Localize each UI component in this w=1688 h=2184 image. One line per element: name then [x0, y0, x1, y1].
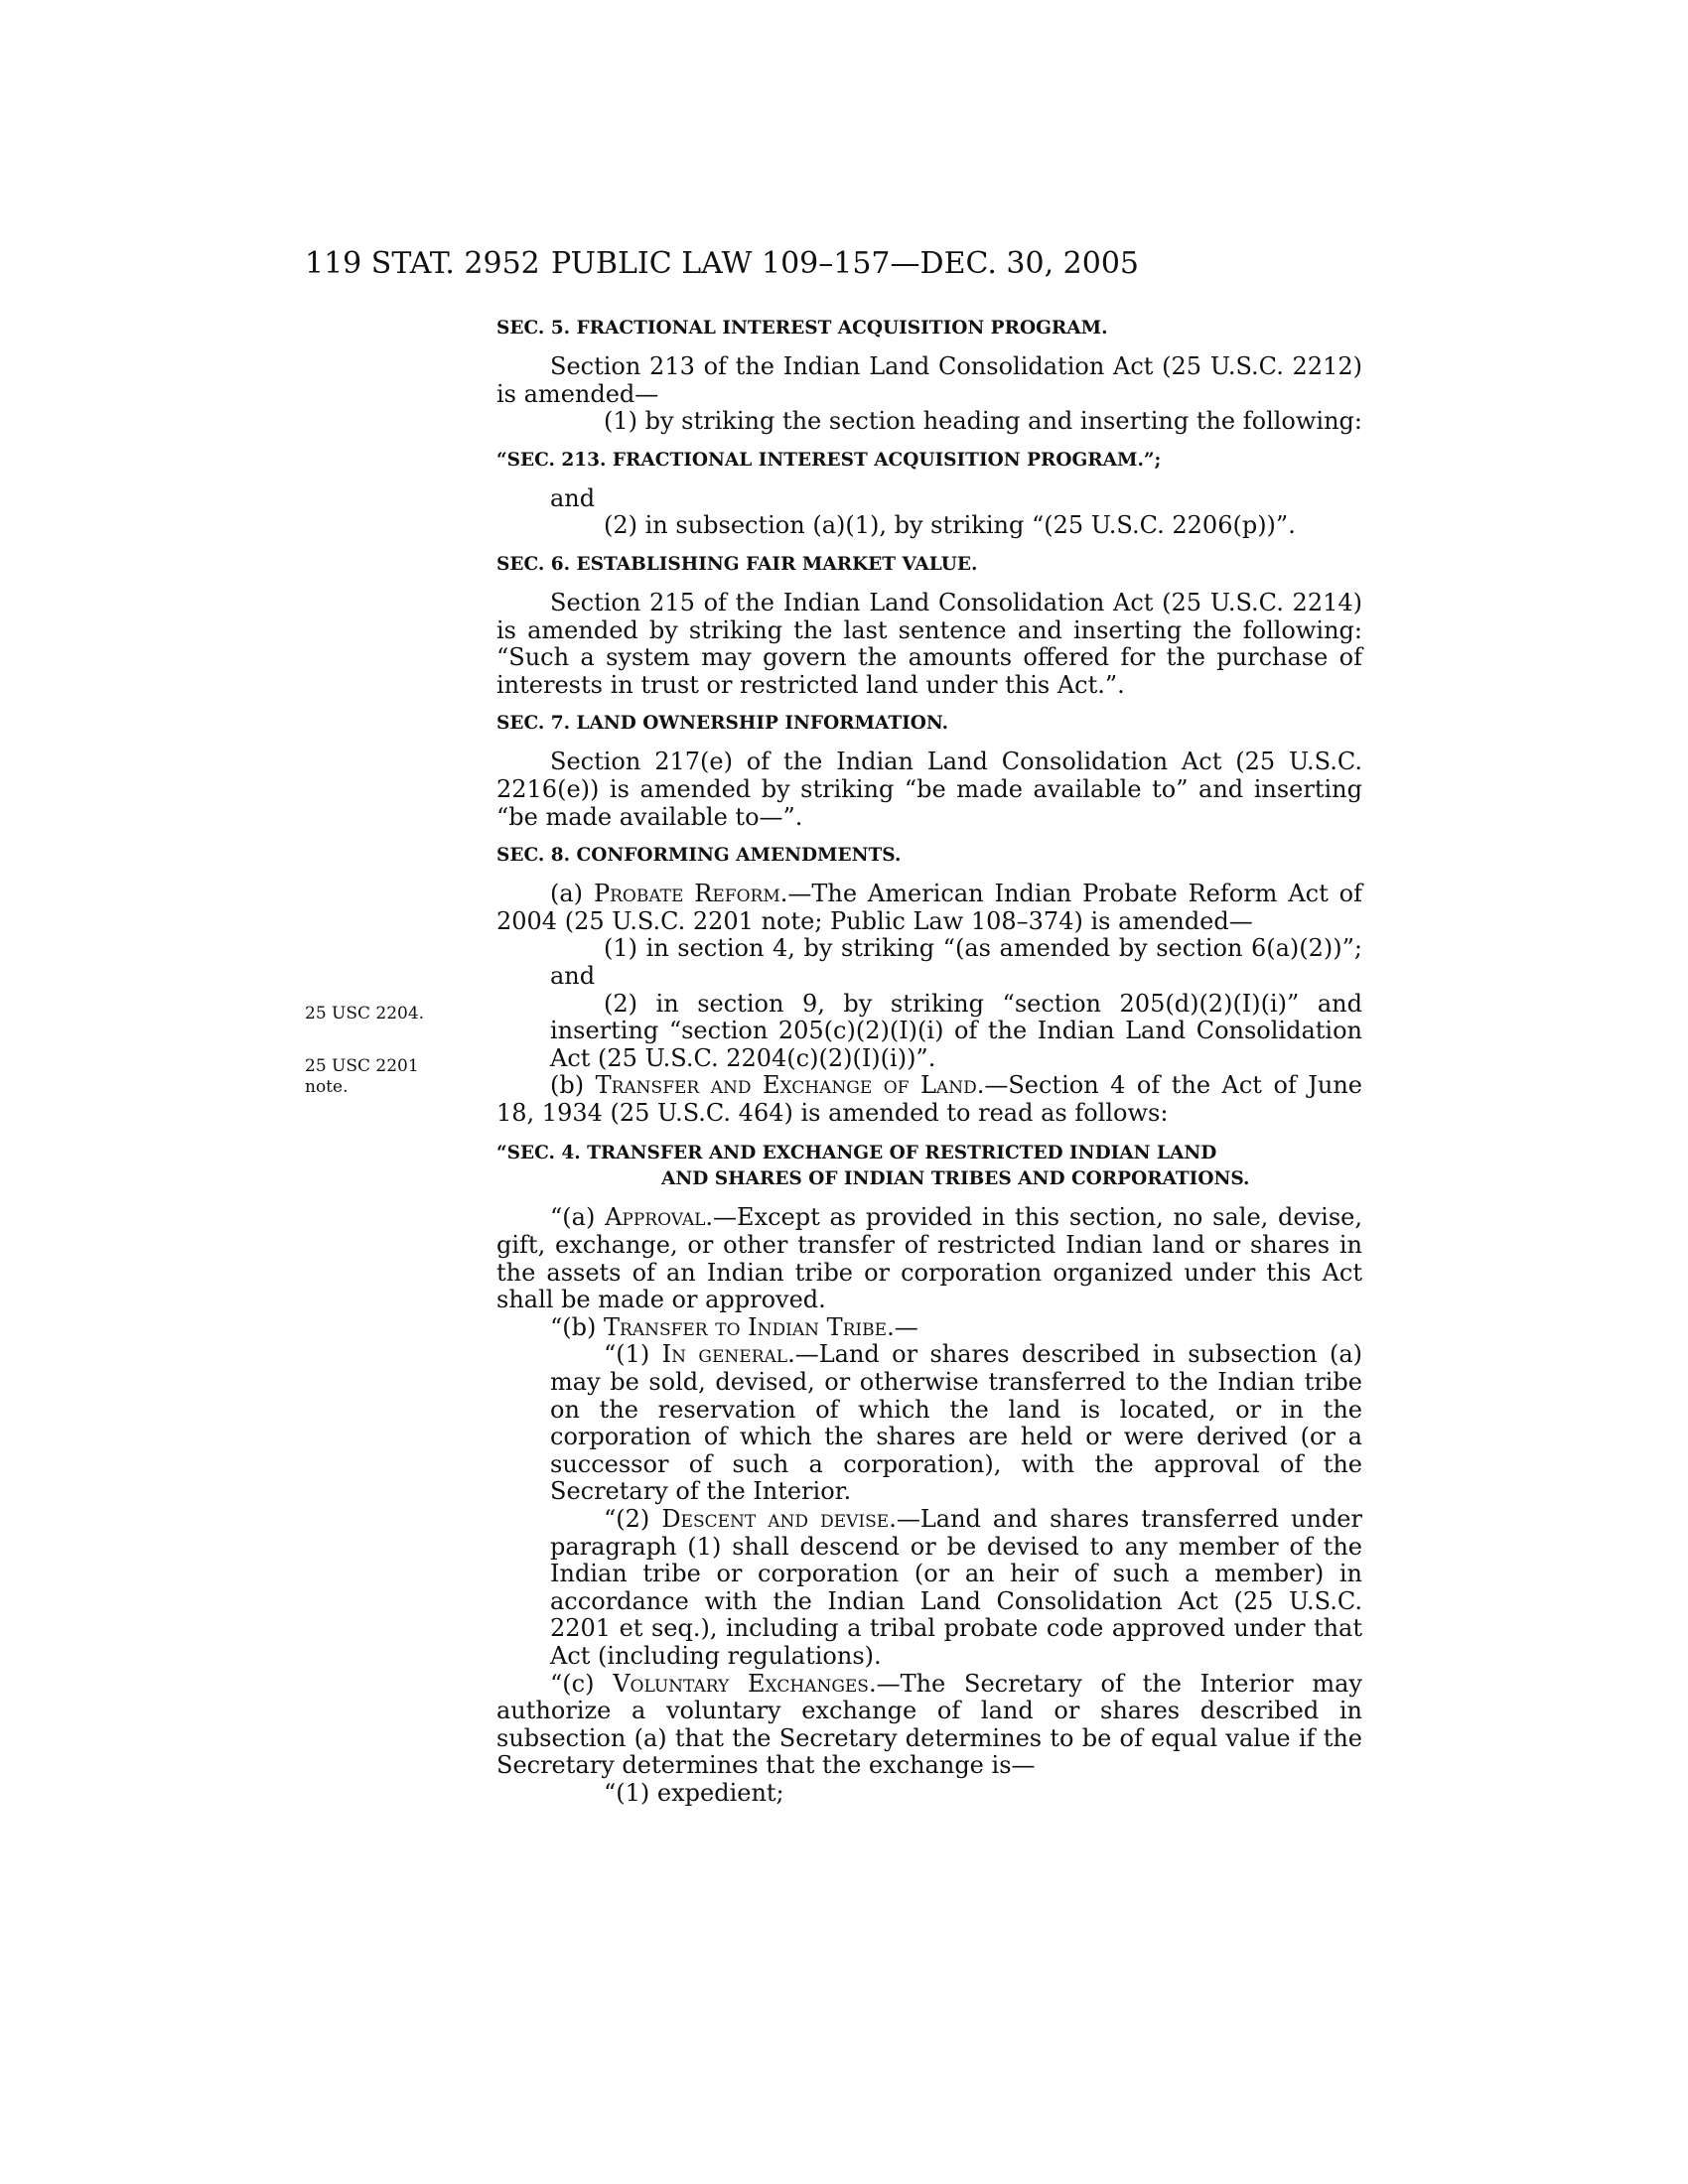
- quoted-section-heading: [496, 1141, 1362, 1192]
- paragraph: “(1) expedient;: [604, 1778, 784, 1807]
- paragraph: [496, 1314, 1362, 1342]
- margin-note: 25 USC 2201: [305, 1056, 419, 1076]
- subsection-label: “(c): [550, 1669, 614, 1698]
- paragraph-text: .—Land or shares described in subsection (a) may be sold, devised, or otherwise transferred to the Indian tribe on the reservation of which the land is located, or in the corporation of which the shares are held or were derived (or a successor of such a corporation), with the approval of the Secretary of the Interior.: [550, 1340, 1363, 1506]
- subsection-caption: Approval: [605, 1203, 706, 1232]
- section-heading: SEC. 7. LAND OWNERSHIP INFORMATION.: [496, 713, 949, 735]
- paragraph: [496, 1072, 1362, 1127]
- paragraph-text: .—: [887, 1312, 918, 1341]
- subsection-label: “(1): [604, 1340, 662, 1369]
- subsection-caption: Transfer and Exchange of Land: [595, 1071, 977, 1100]
- subsection-caption: Probate Reform: [593, 880, 780, 908]
- paragraph: [496, 408, 1362, 436]
- subsection-caption: In general: [661, 1340, 788, 1369]
- paragraph: Section 213 of the Indian Land Consolidation Act (25 U.S.C. 2212) is amended—: [496, 352, 1362, 408]
- subsection-caption: Descent and devise: [661, 1505, 890, 1533]
- paragraph: [496, 1671, 1362, 1780]
- section-heading: SEC. 5. FRACTIONAL INTEREST ACQUISITION PROGRAM.: [496, 318, 1108, 339]
- subsection-label: “(a): [550, 1203, 606, 1232]
- paragraph: [496, 1204, 1362, 1313]
- paragraph-text: .—The American Indian Probate Reform Act of 2004 (25 U.S.C. 2201 note; Public Law 108–374) is amended—: [496, 880, 1362, 935]
- paragraph-text: (1) by striking the section heading and inserting the following:: [604, 407, 1363, 436]
- paragraph-text: .—Except as provided in this section, no sale, devise, gift, exchange, or other transfer of restricted Indian land or shares in the assets of an Indian tribe or corporation organized under this Act shall be made or approved.: [496, 1203, 1362, 1314]
- heading-line: “SEC. 4. TRANSFER AND EXCHANGE OF RESTRICTED INDIAN LAND: [496, 1143, 1217, 1164]
- paragraph-text: .—Section 4 of the Act of June 18, 1934 (25 U.S.C. 464) is amended to read as follows:: [496, 1071, 1363, 1127]
- subsection-caption: Voluntary Exchanges: [613, 1669, 869, 1698]
- paragraph: (1) in section 4, by striking “(as amended by section 6(a)(2))”; and: [550, 934, 1362, 990]
- section-heading: SEC. 8. CONFORMING AMENDMENTS.: [496, 845, 902, 867]
- paragraph: and: [550, 483, 596, 512]
- statute-page-number: 119 STAT. 2952: [305, 246, 540, 281]
- paragraph: [496, 1341, 1362, 1506]
- paragraph: Section 217(e) of the Indian Land Consolidation Act (25 U.S.C. 2216(e)) is amended by striking “be made available to” and inserting “be made available to—”.: [496, 748, 1362, 831]
- subsection-label: “(b): [550, 1312, 604, 1341]
- margin-note: 25 USC 2204.: [305, 1004, 425, 1024]
- paragraph: (2) in section 9, by striking “section 205(d)(2)(I)(i)” and inserting “section 205(c)(2)(I)(i) of the Indian Land Consolidation Act (25 U.S.C. 2204(c)(2)(I)(i))”.: [550, 989, 1362, 1072]
- margin-note: note.: [305, 1077, 349, 1097]
- paragraph-text: .—Land and shares transferred under paragraph (1) shall descend or be devised to any member of the Indian tribe or corporation (or an heir of such a member) in accordance with the Indian Land Consolidation Act (25 U.S.C. 2201 et seq.), including a tribal probate code approved under that Act (including regulations).: [550, 1505, 1362, 1670]
- paragraph: (2) in subsection (a)(1), by striking “(25 U.S.C. 2206(p))”.: [604, 511, 1296, 540]
- quoted-section-heading: “SEC. 213. FRACTIONAL INTEREST ACQUISITION PROGRAM.”;: [496, 449, 1162, 471]
- subsection-caption: Transfer to Indian Tribe: [604, 1312, 888, 1341]
- subsection-label: “(2): [604, 1505, 662, 1533]
- paragraph: [496, 1506, 1362, 1671]
- paragraph: Section 215 of the Indian Land Consolidation Act (25 U.S.C. 2214) is amended by striking the last sentence and inserting the following: “Such a system may govern the amounts offered for the purchase of interests in trust or restricted land under this Act.”.: [496, 588, 1362, 699]
- paragraph: [496, 881, 1362, 935]
- running-header: PUBLIC LAW 109–157—DEC. 30, 2005: [551, 246, 1140, 281]
- subsection-label: (b): [550, 1071, 596, 1100]
- section-heading: SEC. 6. ESTABLISHING FAIR MARKET VALUE.: [496, 553, 978, 575]
- subsection-label: (a): [550, 880, 594, 908]
- main-text-column: [496, 316, 1362, 1808]
- paragraph-text: .—The Secretary of the Interior may authorize a voluntary exchange of land or shares described in subsection (a) that the Secretary determines to be of equal value if the Secretary determines that the exchange is—: [496, 1669, 1362, 1780]
- heading-line: AND SHARES OF INDIAN TRIBES AND CORPORATIONS.: [661, 1168, 1250, 1190]
